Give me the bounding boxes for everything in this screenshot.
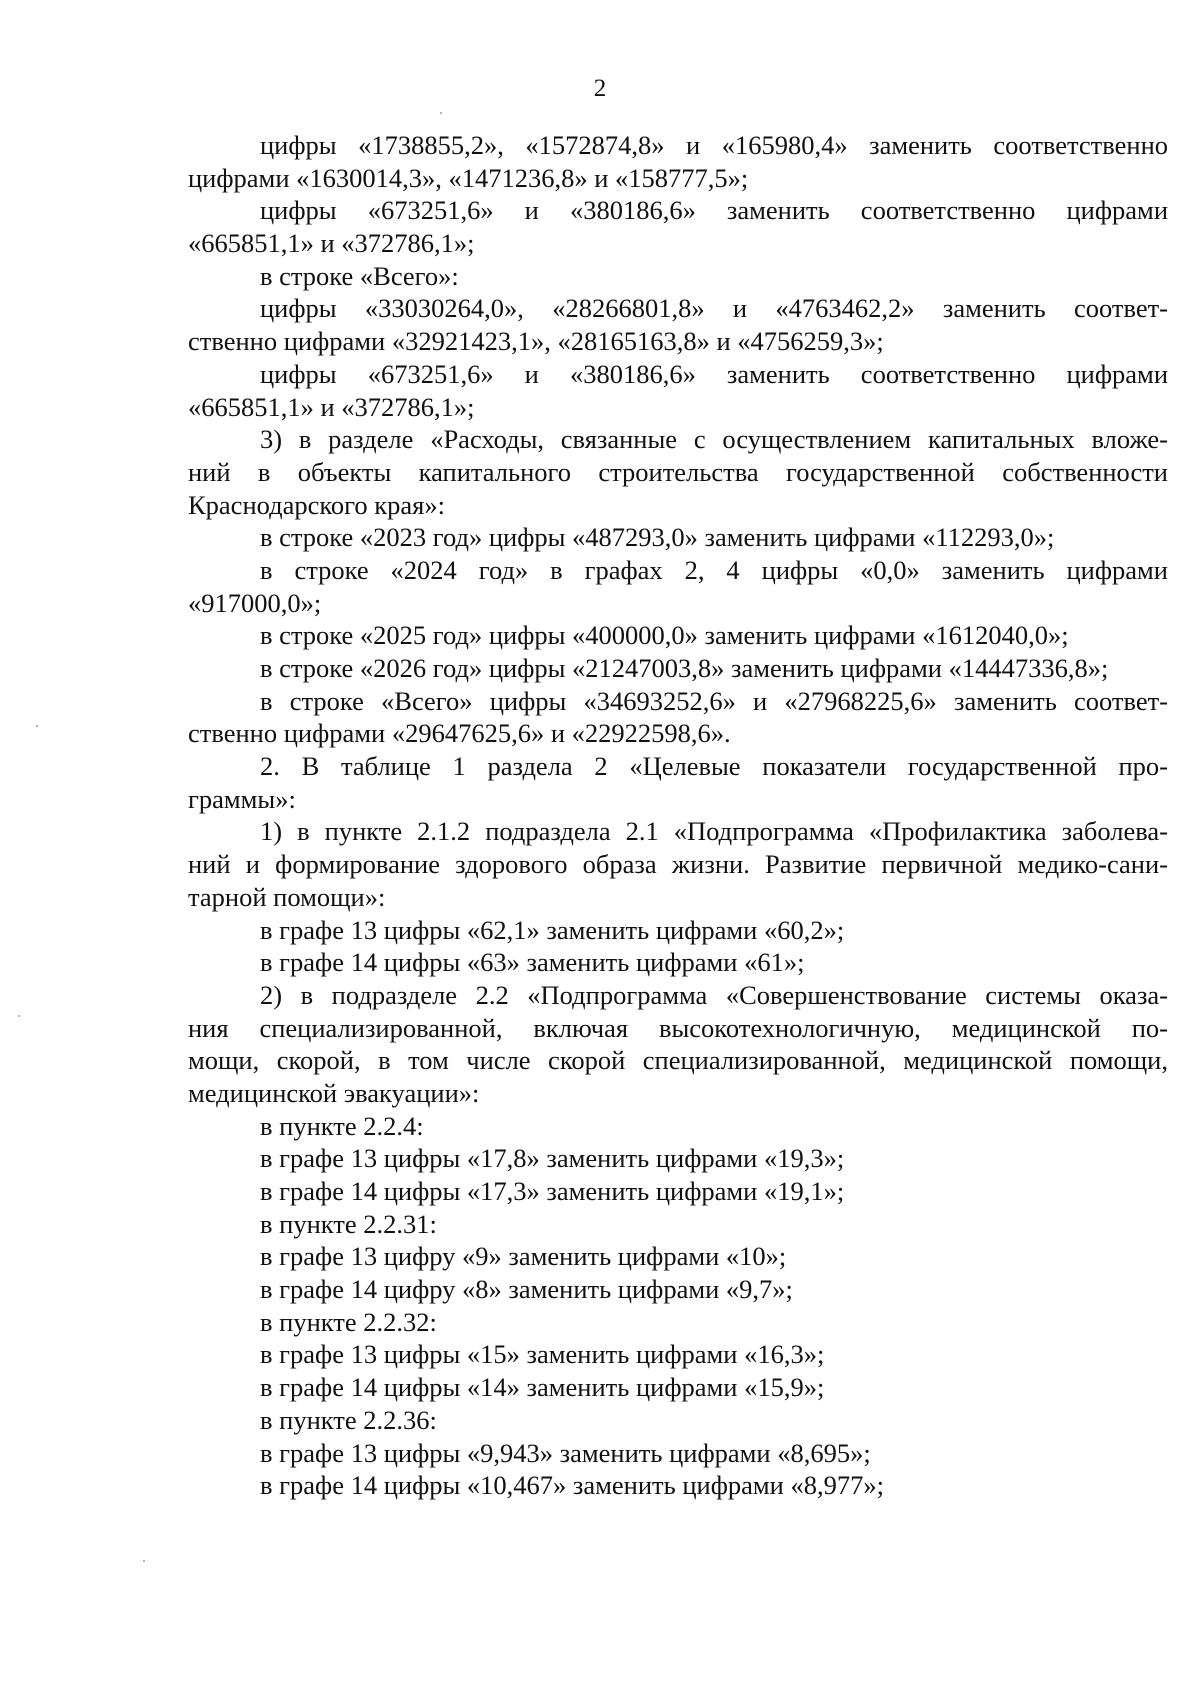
- text-line: «917000,0»;: [188, 587, 322, 618]
- text-line: 3) в разделе «Расходы, связанные с осуществлением капитальных вложе-: [260, 424, 1168, 455]
- text-line: в графе 13 цифры «9,943» заменить цифрами «8,695»;: [260, 1437, 871, 1468]
- text-line: тарной помощи»:: [188, 881, 386, 912]
- scan-artifact: [18, 1015, 20, 1017]
- text-line: «665851,1» и «372786,1»;: [188, 228, 475, 259]
- text-line: цифры «673251,6» и «380186,6» заменить соответственно цифрами: [260, 358, 1168, 389]
- text-line: в графе 14 цифры «14» заменить цифрами «15,9»;: [260, 1372, 825, 1403]
- text-line: в строке «Всего»:: [260, 260, 459, 291]
- text-line: в графе 14 цифры «17,3» заменить цифрами «19,1»;: [260, 1176, 845, 1206]
- text-line: ственно цифрами «32921423,1», «28165163,8» и «4756259,3»;: [188, 326, 884, 357]
- text-line: в строке «2024 год» в графах 2, 4 цифры «0,0» заменить цифрами: [260, 554, 1168, 585]
- text-line: цифры «673251,6» и «380186,6» заменить соответственно цифрами: [260, 195, 1168, 226]
- text-line: граммы»:: [188, 783, 296, 814]
- text-line: в графе 14 цифры «63» заменить цифрами «61»;: [260, 947, 805, 978]
- text-line: 1) в пункте 2.1.2 подраздела 2.1 «Подпрограмма «Профилактика заболева-: [260, 816, 1168, 847]
- text-line: ния специализированной, включая высокотехнологичную, медицинской по-: [188, 1012, 1168, 1043]
- text-line: цифры «1738855,2», «1572874,8» и «165980,4» заменить соответственно: [260, 130, 1168, 160]
- text-line: в строке «2025 год» цифры «400000,0» заменить цифрами «1612040,0»;: [260, 620, 1069, 651]
- text-line: в графе 14 цифры «10,467» заменить цифрами «8,977»;: [260, 1470, 884, 1501]
- text-line: в графе 14 цифру «8» заменить цифрами «9,7»;: [260, 1274, 793, 1305]
- text-line: ний и формирование здорового образа жизни. Развитие первичной медико-сани-: [188, 849, 1168, 880]
- text-line: ственно цифрами «29647625,6» и «22922598,6».: [188, 718, 731, 749]
- text-line: 2. В таблице 1 раздела 2 «Целевые показатели государственной про-: [260, 751, 1168, 782]
- text-line: в пункте 2.2.36:: [260, 1404, 437, 1435]
- text-line: в пункте 2.2.4:: [260, 1110, 424, 1141]
- text-line: в графе 13 цифры «17,8» заменить цифрами «19,3»;: [260, 1143, 845, 1174]
- text-line: в графе 13 цифры «15» заменить цифрами «16,3»;: [260, 1339, 825, 1370]
- text-line: в пункте 2.2.32:: [260, 1306, 437, 1337]
- text-line: «665851,1» и «372786,1»;: [188, 391, 475, 422]
- scan-artifact: [143, 1560, 145, 1562]
- text-line: в графе 13 цифры «62,1» заменить цифрами «60,2»;: [260, 914, 845, 945]
- text-line: в строке «2023 год» цифры «487293,0» заменить цифрами «112293,0»;: [260, 522, 1055, 553]
- text-line: в строке «2026 год» цифры «21247003,8» заменить цифрами «14447336,8»;: [260, 653, 1109, 683]
- text-line: 2) в подразделе 2.2 «Подпрограмма «Совершенствование системы оказа-: [260, 979, 1168, 1010]
- text-line: мощи, скорой, в том числе скорой специализированной, медицинской помощи,: [188, 1045, 1168, 1076]
- page-number: 2: [593, 75, 607, 102]
- text-line: в строке «Всего» цифры «34693252,6» и «27968225,6» заменить соответ-: [260, 685, 1168, 716]
- text-line: ний в объекты капитального строительства государственной собственности: [188, 456, 1168, 487]
- text-line: в пункте 2.2.31:: [260, 1208, 437, 1239]
- scan-artifact: [36, 725, 38, 727]
- text-line: медицинской эвакуации»:: [188, 1077, 480, 1108]
- scan-artifact: [440, 112, 442, 114]
- text-line: в графе 13 цифру «9» заменить цифрами «10»;: [260, 1241, 787, 1272]
- text-line: цифры «33030264,0», «28266801,8» и «4763462,2» заменить соответ-: [260, 293, 1168, 324]
- text-line: цифрами «1630014,3», «1471236,8» и «158777,5»;: [188, 162, 749, 193]
- document-body: [188, 129, 1168, 1502]
- text-line: Краснодарского края»:: [188, 489, 445, 520]
